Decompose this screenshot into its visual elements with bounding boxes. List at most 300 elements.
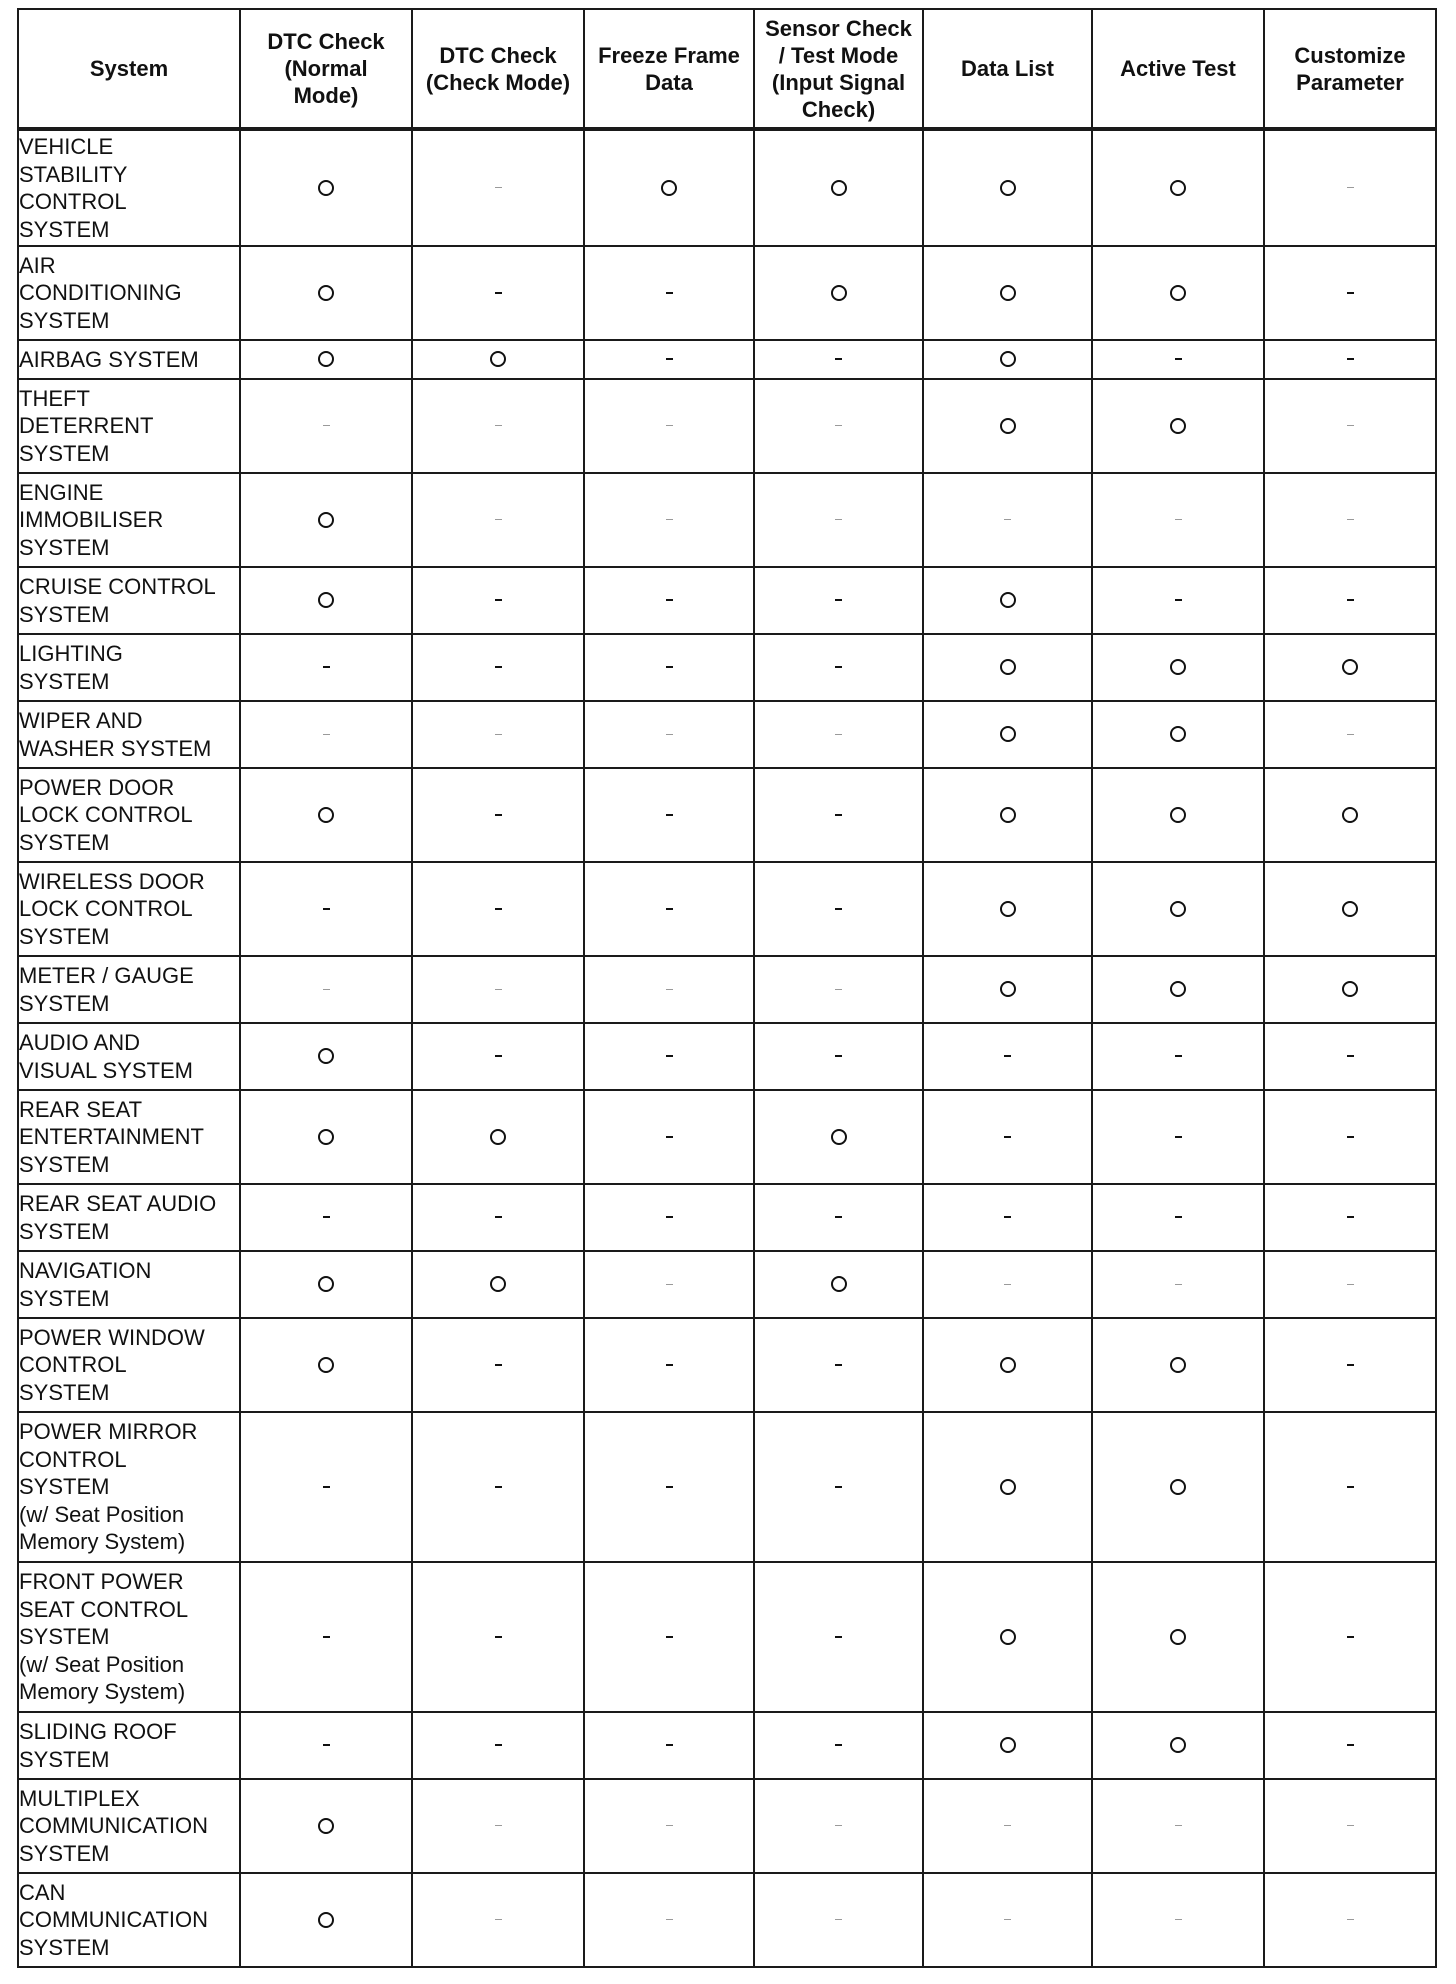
supported-circle-icon	[318, 1818, 334, 1834]
function-cell	[1264, 1251, 1436, 1318]
function-cell	[1264, 1779, 1436, 1873]
function-cell	[923, 956, 1092, 1023]
system-name: POWER WINDOW CONTROL SYSTEM	[18, 1318, 240, 1412]
function-cell	[1264, 862, 1436, 956]
supported-circle-icon	[1000, 1629, 1016, 1645]
function-cell	[1092, 1184, 1264, 1251]
function-cell	[412, 567, 584, 634]
function-cell	[240, 246, 412, 340]
function-cell	[923, 129, 1092, 246]
function-cell	[923, 1023, 1092, 1090]
system-name: VEHICLE STABILITY CONTROL SYSTEM	[18, 129, 240, 246]
header-system: System	[18, 9, 240, 129]
table-row	[18, 634, 1436, 701]
function-cell	[1264, 379, 1436, 473]
function-cell	[754, 379, 923, 473]
function-cell	[412, 634, 584, 701]
not-supported-dash-icon	[495, 1486, 502, 1488]
function-cell	[754, 567, 923, 634]
function-cell	[923, 246, 1092, 340]
table-row	[18, 1090, 1436, 1184]
system-name: WIRELESS DOOR LOCK CONTROL SYSTEM	[18, 862, 240, 956]
function-cell	[584, 1562, 754, 1712]
supported-circle-icon	[1000, 351, 1016, 367]
not-supported-dash-icon	[666, 989, 673, 990]
not-supported-dash-icon	[323, 666, 330, 668]
function-cell	[923, 1779, 1092, 1873]
function-cell	[584, 379, 754, 473]
function-cell	[1264, 1318, 1436, 1412]
not-supported-dash-icon	[666, 1636, 673, 1638]
not-supported-dash-icon	[666, 1216, 673, 1218]
not-supported-dash-icon	[835, 908, 842, 910]
supported-circle-icon	[1170, 1629, 1186, 1645]
table-body	[18, 129, 1436, 1967]
function-cell	[1092, 129, 1264, 246]
function-cell	[1264, 1090, 1436, 1184]
not-supported-dash-icon	[323, 1216, 330, 1218]
function-cell	[754, 1562, 923, 1712]
function-cell	[754, 634, 923, 701]
function-cell	[584, 1090, 754, 1184]
not-supported-dash-icon	[1347, 292, 1354, 294]
function-cell	[412, 768, 584, 862]
function-cell	[923, 379, 1092, 473]
not-supported-dash-icon	[323, 1744, 330, 1746]
not-supported-dash-icon	[666, 1486, 673, 1488]
function-cell	[584, 701, 754, 768]
supported-circle-icon	[318, 1276, 334, 1292]
supported-circle-icon	[1000, 901, 1016, 917]
function-cell	[412, 1712, 584, 1779]
not-supported-dash-icon	[1004, 1136, 1011, 1138]
header-data-list: Data List	[923, 9, 1092, 129]
function-cell	[754, 246, 923, 340]
system-name: FRONT POWER SEAT CONTROL SYSTEM (w/ Seat Position Memory System)	[18, 1562, 240, 1712]
function-cell	[240, 473, 412, 567]
function-cell	[412, 1318, 584, 1412]
not-supported-dash-icon	[666, 599, 673, 601]
not-supported-dash-icon	[1175, 1919, 1182, 1920]
table-row	[18, 473, 1436, 567]
supported-circle-icon	[1342, 981, 1358, 997]
function-cell	[923, 473, 1092, 567]
supported-circle-icon	[1170, 807, 1186, 823]
not-supported-dash-icon	[835, 1919, 842, 1920]
function-cell	[584, 1184, 754, 1251]
function-cell	[923, 1412, 1092, 1562]
supported-circle-icon	[831, 285, 847, 301]
not-supported-dash-icon	[495, 1825, 502, 1826]
supported-circle-icon	[1000, 592, 1016, 608]
function-cell	[240, 1412, 412, 1562]
supported-circle-icon	[1170, 1737, 1186, 1753]
not-supported-dash-icon	[835, 734, 842, 735]
header-dtc-normal: DTC Check (Normal Mode)	[240, 9, 412, 129]
not-supported-dash-icon	[666, 358, 673, 360]
not-supported-dash-icon	[1004, 1216, 1011, 1218]
function-cell	[923, 1873, 1092, 1967]
not-supported-dash-icon	[835, 358, 842, 360]
not-supported-dash-icon	[1347, 1136, 1354, 1138]
not-supported-dash-icon	[495, 187, 502, 188]
system-function-table	[17, 8, 1437, 1968]
function-cell	[240, 1562, 412, 1712]
function-cell	[240, 1090, 412, 1184]
function-cell	[412, 701, 584, 768]
function-cell	[923, 768, 1092, 862]
supported-circle-icon	[1000, 659, 1016, 675]
system-name: ENGINE IMMOBILISER SYSTEM	[18, 473, 240, 567]
not-supported-dash-icon	[1347, 358, 1354, 360]
not-supported-dash-icon	[835, 1744, 842, 1746]
system-name: POWER MIRROR CONTROL SYSTEM (w/ Seat Position Memory System)	[18, 1412, 240, 1562]
not-supported-dash-icon	[495, 1744, 502, 1746]
supported-circle-icon	[1000, 418, 1016, 434]
supported-circle-icon	[318, 1357, 334, 1373]
not-supported-dash-icon	[323, 989, 330, 990]
supported-circle-icon	[318, 807, 334, 823]
not-supported-dash-icon	[323, 908, 330, 910]
function-cell	[1264, 1184, 1436, 1251]
table-row	[18, 701, 1436, 768]
supported-circle-icon	[1000, 981, 1016, 997]
not-supported-dash-icon	[1347, 599, 1354, 601]
function-cell	[923, 340, 1092, 379]
function-cell	[584, 634, 754, 701]
not-supported-dash-icon	[835, 1216, 842, 1218]
function-cell	[584, 340, 754, 379]
not-supported-dash-icon	[835, 519, 842, 520]
function-cell	[754, 1184, 923, 1251]
not-supported-dash-icon	[1175, 358, 1182, 360]
not-supported-dash-icon	[323, 425, 330, 426]
not-supported-dash-icon	[495, 1364, 502, 1366]
table-row	[18, 1562, 1436, 1712]
function-cell	[1092, 862, 1264, 956]
function-cell	[923, 701, 1092, 768]
function-cell	[923, 862, 1092, 956]
system-name: REAR SEAT ENTERTAINMENT SYSTEM	[18, 1090, 240, 1184]
not-supported-dash-icon	[835, 1364, 842, 1366]
supported-circle-icon	[1170, 1357, 1186, 1373]
function-cell	[584, 956, 754, 1023]
not-supported-dash-icon	[495, 1055, 502, 1057]
function-cell	[754, 1412, 923, 1562]
not-supported-dash-icon	[835, 666, 842, 668]
supported-circle-icon	[661, 180, 677, 196]
supported-circle-icon	[318, 351, 334, 367]
function-cell	[412, 1023, 584, 1090]
not-supported-dash-icon	[495, 519, 502, 520]
function-cell	[1092, 1873, 1264, 1967]
header-sensor-check: Sensor Check / Test Mode (Input Signal Check)	[754, 9, 923, 129]
function-cell	[412, 1562, 584, 1712]
function-cell	[1092, 701, 1264, 768]
function-cell	[584, 1412, 754, 1562]
function-cell	[923, 1318, 1092, 1412]
not-supported-dash-icon	[495, 908, 502, 910]
system-name: SLIDING ROOF SYSTEM	[18, 1712, 240, 1779]
table-row	[18, 567, 1436, 634]
function-cell	[754, 1873, 923, 1967]
header-freeze-frame: Freeze Frame Data	[584, 9, 754, 129]
table-row	[18, 246, 1436, 340]
function-cell	[754, 1090, 923, 1184]
supported-circle-icon	[318, 1912, 334, 1928]
function-cell	[584, 1023, 754, 1090]
function-cell	[584, 473, 754, 567]
function-cell	[1092, 340, 1264, 379]
function-cell	[923, 1090, 1092, 1184]
function-cell	[1264, 473, 1436, 567]
system-name: MULTIPLEX COMMUNICATION SYSTEM	[18, 1779, 240, 1873]
function-cell	[584, 1712, 754, 1779]
not-supported-dash-icon	[1347, 1825, 1354, 1826]
function-cell	[754, 701, 923, 768]
header-dtc-check: DTC Check (Check Mode)	[412, 9, 584, 129]
function-cell	[412, 1873, 584, 1967]
function-cell	[584, 1779, 754, 1873]
function-cell	[923, 1562, 1092, 1712]
function-cell	[1092, 1318, 1264, 1412]
function-cell	[1092, 246, 1264, 340]
system-name: LIGHTING SYSTEM	[18, 634, 240, 701]
supported-circle-icon	[1170, 1479, 1186, 1495]
not-supported-dash-icon	[323, 1486, 330, 1488]
supported-circle-icon	[831, 1129, 847, 1145]
function-cell	[754, 956, 923, 1023]
not-supported-dash-icon	[495, 599, 502, 601]
not-supported-dash-icon	[1004, 1919, 1011, 1920]
supported-circle-icon	[318, 1048, 334, 1064]
not-supported-dash-icon	[495, 1919, 502, 1920]
system-name: AIR CONDITIONING SYSTEM	[18, 246, 240, 340]
function-cell	[412, 379, 584, 473]
not-supported-dash-icon	[666, 1825, 673, 1826]
not-supported-dash-icon	[666, 519, 673, 520]
supported-circle-icon	[1170, 180, 1186, 196]
function-cell	[1264, 768, 1436, 862]
not-supported-dash-icon	[666, 292, 673, 294]
system-name: THEFT DETERRENT SYSTEM	[18, 379, 240, 473]
function-cell	[754, 1318, 923, 1412]
not-supported-dash-icon	[666, 734, 673, 735]
function-matrix	[17, 8, 1437, 1968]
function-cell	[240, 1318, 412, 1412]
not-supported-dash-icon	[666, 814, 673, 816]
table-row	[18, 1318, 1436, 1412]
not-supported-dash-icon	[835, 599, 842, 601]
function-cell	[754, 1251, 923, 1318]
function-cell	[754, 862, 923, 956]
function-cell	[412, 1779, 584, 1873]
table-row	[18, 379, 1436, 473]
not-supported-dash-icon	[666, 1919, 673, 1920]
function-cell	[240, 862, 412, 956]
function-cell	[412, 129, 584, 246]
function-cell	[1264, 701, 1436, 768]
function-cell	[754, 340, 923, 379]
not-supported-dash-icon	[666, 425, 673, 426]
function-cell	[240, 567, 412, 634]
not-supported-dash-icon	[1175, 519, 1182, 520]
function-cell	[1264, 340, 1436, 379]
not-supported-dash-icon	[1175, 599, 1182, 601]
not-supported-dash-icon	[495, 425, 502, 426]
supported-circle-icon	[1000, 1479, 1016, 1495]
supported-circle-icon	[1170, 901, 1186, 917]
not-supported-dash-icon	[1175, 1055, 1182, 1057]
not-supported-dash-icon	[495, 292, 502, 294]
table-row	[18, 1184, 1436, 1251]
function-cell	[1092, 1251, 1264, 1318]
function-cell	[1264, 1023, 1436, 1090]
not-supported-dash-icon	[666, 1744, 673, 1746]
not-supported-dash-icon	[835, 1486, 842, 1488]
not-supported-dash-icon	[1175, 1136, 1182, 1138]
supported-circle-icon	[1170, 659, 1186, 675]
function-cell	[1264, 956, 1436, 1023]
function-cell	[1264, 567, 1436, 634]
function-cell	[240, 1251, 412, 1318]
not-supported-dash-icon	[1175, 1825, 1182, 1826]
supported-circle-icon	[1000, 807, 1016, 823]
supported-circle-icon	[1170, 285, 1186, 301]
not-supported-dash-icon	[666, 1055, 673, 1057]
not-supported-dash-icon	[1347, 1636, 1354, 1638]
supported-circle-icon	[1000, 285, 1016, 301]
supported-circle-icon	[490, 351, 506, 367]
function-cell	[1264, 634, 1436, 701]
not-supported-dash-icon	[1347, 1744, 1354, 1746]
function-cell	[1092, 1023, 1264, 1090]
not-supported-dash-icon	[1175, 1216, 1182, 1218]
system-name: REAR SEAT AUDIO SYSTEM	[18, 1184, 240, 1251]
supported-circle-icon	[1000, 1357, 1016, 1373]
function-cell	[1092, 956, 1264, 1023]
function-cell	[754, 473, 923, 567]
function-cell	[923, 1712, 1092, 1779]
function-cell	[240, 340, 412, 379]
function-cell	[412, 473, 584, 567]
function-cell	[1264, 1873, 1436, 1967]
function-cell	[412, 340, 584, 379]
supported-circle-icon	[1170, 418, 1186, 434]
function-cell	[240, 768, 412, 862]
function-cell	[412, 1184, 584, 1251]
table-row	[18, 862, 1436, 956]
not-supported-dash-icon	[323, 1636, 330, 1638]
supported-circle-icon	[1342, 659, 1358, 675]
not-supported-dash-icon	[835, 1825, 842, 1826]
function-cell	[1092, 473, 1264, 567]
supported-circle-icon	[1342, 807, 1358, 823]
table-row	[18, 768, 1436, 862]
not-supported-dash-icon	[323, 734, 330, 735]
function-cell	[1092, 1712, 1264, 1779]
function-cell	[1092, 634, 1264, 701]
system-name: NAVIGATION SYSTEM	[18, 1251, 240, 1318]
function-cell	[240, 701, 412, 768]
not-supported-dash-icon	[835, 425, 842, 426]
function-cell	[584, 567, 754, 634]
not-supported-dash-icon	[666, 908, 673, 910]
function-cell	[584, 246, 754, 340]
system-name: WIPER AND WASHER SYSTEM	[18, 701, 240, 768]
supported-circle-icon	[318, 592, 334, 608]
function-cell	[240, 129, 412, 246]
system-name: CAN COMMUNICATION SYSTEM	[18, 1873, 240, 1967]
not-supported-dash-icon	[1347, 1055, 1354, 1057]
supported-circle-icon	[318, 285, 334, 301]
supported-circle-icon	[318, 180, 334, 196]
not-supported-dash-icon	[495, 989, 502, 990]
function-cell	[754, 768, 923, 862]
function-cell	[240, 1023, 412, 1090]
not-supported-dash-icon	[835, 989, 842, 990]
supported-circle-icon	[1170, 726, 1186, 742]
not-supported-dash-icon	[1175, 1284, 1182, 1285]
function-cell	[584, 768, 754, 862]
supported-circle-icon	[490, 1276, 506, 1292]
supported-circle-icon	[831, 1276, 847, 1292]
function-cell	[923, 1251, 1092, 1318]
table-row	[18, 340, 1436, 379]
not-supported-dash-icon	[835, 1636, 842, 1638]
function-cell	[754, 1712, 923, 1779]
function-cell	[240, 1184, 412, 1251]
not-supported-dash-icon	[666, 1136, 673, 1138]
function-cell	[1092, 1412, 1264, 1562]
table-row	[18, 1779, 1436, 1873]
system-name: POWER DOOR LOCK CONTROL SYSTEM	[18, 768, 240, 862]
not-supported-dash-icon	[495, 1636, 502, 1638]
not-supported-dash-icon	[1347, 519, 1354, 520]
function-cell	[240, 956, 412, 1023]
function-cell	[754, 1023, 923, 1090]
not-supported-dash-icon	[666, 666, 673, 668]
not-supported-dash-icon	[1347, 734, 1354, 735]
not-supported-dash-icon	[495, 814, 502, 816]
not-supported-dash-icon	[1004, 519, 1011, 520]
table-row	[18, 1412, 1436, 1562]
not-supported-dash-icon	[1347, 425, 1354, 426]
not-supported-dash-icon	[1004, 1825, 1011, 1826]
not-supported-dash-icon	[1347, 1364, 1354, 1366]
function-cell	[240, 1712, 412, 1779]
function-cell	[584, 1251, 754, 1318]
function-cell	[240, 634, 412, 701]
table-row	[18, 1023, 1436, 1090]
not-supported-dash-icon	[495, 666, 502, 668]
table-row	[18, 956, 1436, 1023]
supported-circle-icon	[490, 1129, 506, 1145]
supported-circle-icon	[318, 512, 334, 528]
not-supported-dash-icon	[495, 1216, 502, 1218]
function-cell	[412, 1412, 584, 1562]
function-cell	[1092, 567, 1264, 634]
function-cell	[1264, 1562, 1436, 1712]
system-name: CRUISE CONTROL SYSTEM	[18, 567, 240, 634]
function-cell	[1264, 246, 1436, 340]
header-active-test: Active Test	[1092, 9, 1264, 129]
not-supported-dash-icon	[1347, 1284, 1354, 1285]
system-name: AIRBAG SYSTEM	[18, 340, 240, 379]
function-cell	[240, 1873, 412, 1967]
function-cell	[1264, 1412, 1436, 1562]
not-supported-dash-icon	[1004, 1055, 1011, 1057]
